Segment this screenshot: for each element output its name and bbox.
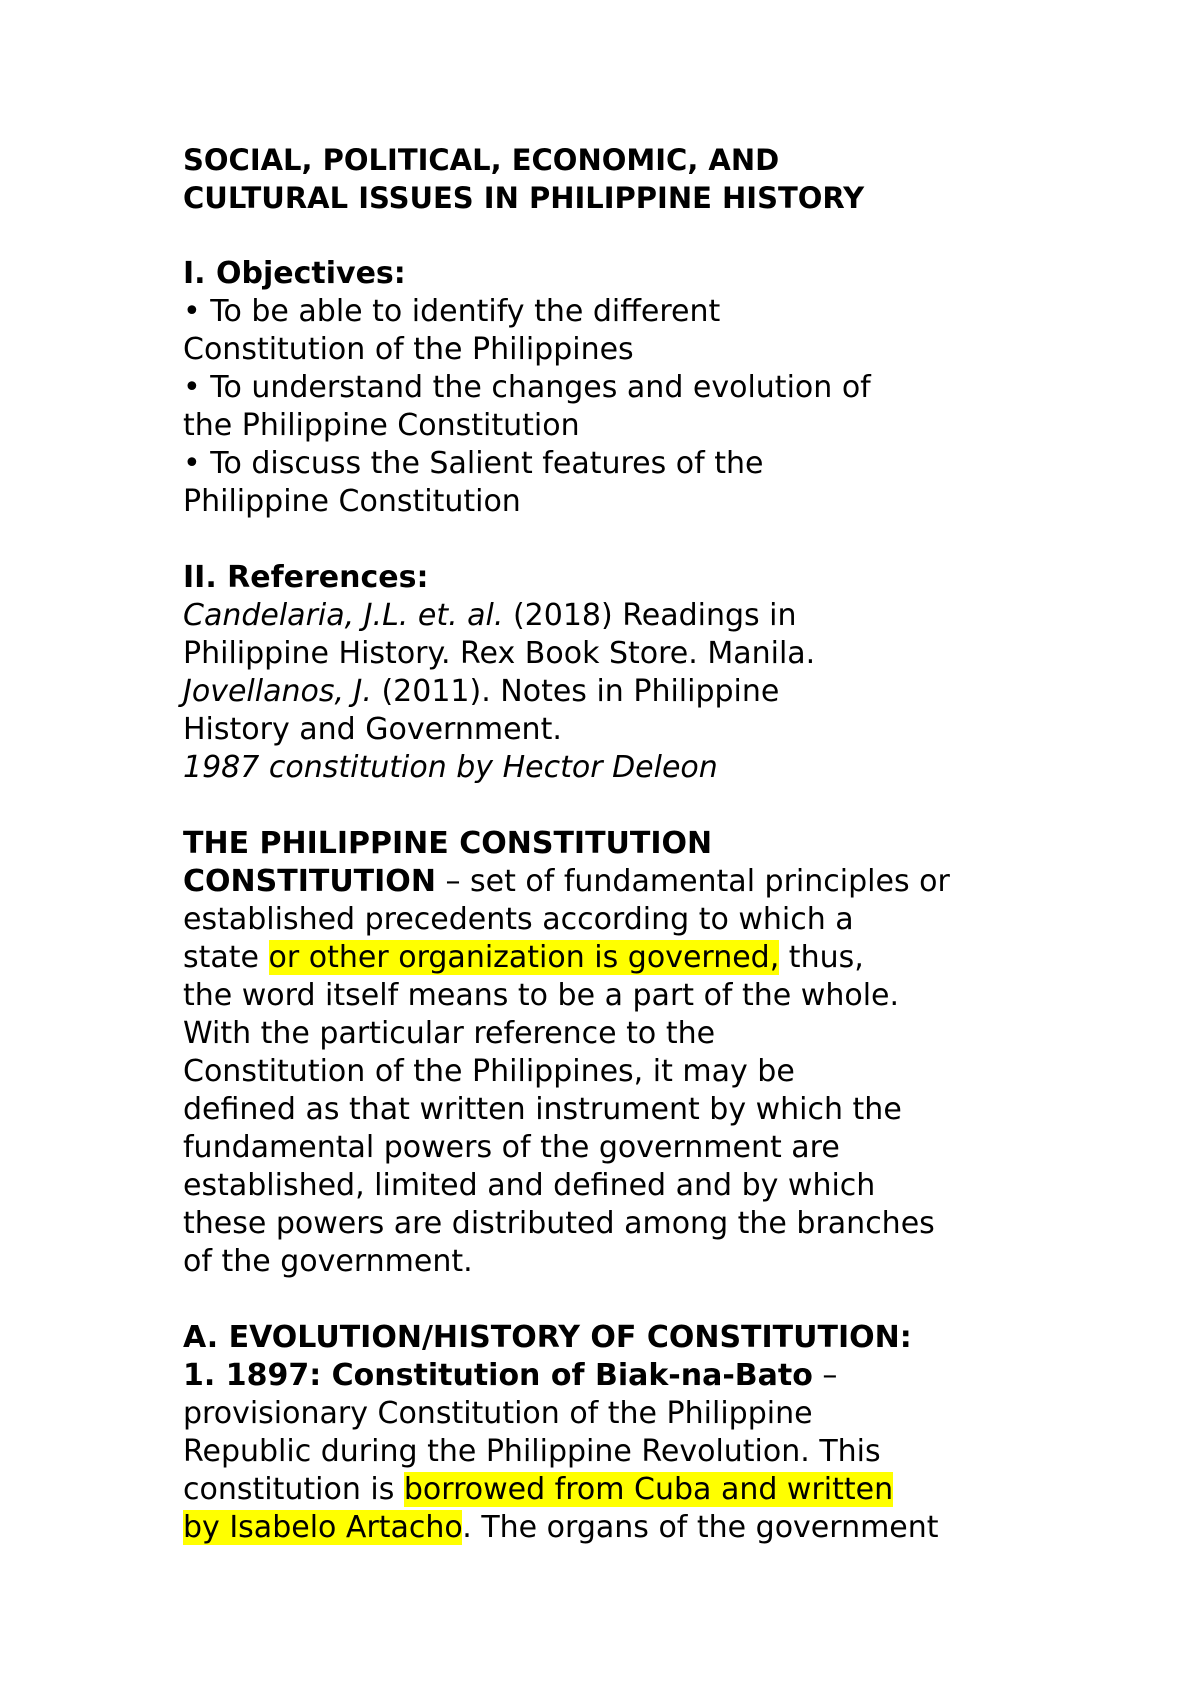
reference-1-line-2: Philippine History. Rex Book Store. Manila. (183, 636, 816, 671)
objective-line: • To be able to identify the different (183, 294, 721, 329)
evolution-item-1-line (183, 1471, 1063, 1509)
reference-2-line-2: History and Government. (183, 712, 562, 747)
evolution-item-1-line: Republic during the Philippine Revolution. This (183, 1434, 881, 1469)
constitution-body-line: Constitution of the Philippines, it may be (183, 1054, 795, 1089)
constitution-body-line: fundamental powers of the government are (183, 1130, 840, 1165)
spacer (183, 1281, 1063, 1319)
spacer (183, 217, 1063, 255)
evolution-item-1-line (183, 1509, 1063, 1547)
constitution-heading: THE PHILIPPINE CONSTITUTION (183, 826, 713, 861)
constitution-body-line: defined as that written instrument by which the (183, 1092, 902, 1127)
document-title-line-1: SOCIAL, POLITICAL, ECONOMIC, AND (183, 143, 780, 177)
constitution-definition-line-3 (183, 939, 1063, 977)
constitution-definition-line-2: established precedents according to which a (183, 902, 854, 937)
text-span: – (812, 1358, 838, 1393)
text-span: . The organs of the government (462, 1510, 939, 1545)
spacer (183, 521, 1063, 559)
constitution-body-line: With the particular reference to the (183, 1016, 716, 1051)
objective-line: the Philippine Constitution (183, 408, 580, 443)
evolution-item-1-title-line (183, 1357, 1063, 1395)
evolution-heading: A. EVOLUTION/HISTORY OF CONSTITUTION: (183, 1320, 912, 1355)
text-span: thus, (779, 940, 864, 975)
highlighted-text: by Isabelo Artacho (183, 1510, 463, 1545)
text-span: state (183, 940, 269, 975)
objective-line: • To understand the changes and evolution of (183, 370, 871, 405)
spacer (183, 787, 1063, 825)
constitution-definition-text: – set of fundamental principles or (435, 864, 950, 899)
reference-1-detail: (2018) Readings in (503, 598, 797, 633)
highlighted-text: or other organization is governed, (268, 940, 780, 975)
reference-2-detail: (2011). Notes in Philippine (371, 674, 780, 709)
reference-1-author: Candelaria, J.L. et. al. (183, 598, 504, 633)
reference-2 (183, 673, 1063, 711)
constitution-definition-line-1 (183, 863, 1063, 901)
constitution-body-line: of the government. (183, 1244, 473, 1279)
reference-2-author: Jovellanos, J. (183, 674, 372, 709)
text-span: constitution is (183, 1472, 404, 1507)
document-content (183, 141, 1063, 1547)
objective-line: Constitution of the Philippines (183, 332, 634, 367)
objectives-heading: I. Objectives: (183, 256, 406, 291)
evolution-item-1-line: provisionary Constitution of the Philippine (183, 1396, 813, 1431)
constitution-term: CONSTITUTION (183, 864, 436, 899)
objective-line: • To discuss the Salient features of the (183, 446, 764, 481)
objective-line: Philippine Constitution (183, 484, 521, 519)
constitution-body-line: the word itself means to be a part of the whole. (183, 978, 900, 1013)
reference-1 (183, 597, 1063, 635)
highlighted-text: borrowed from Cuba and written (403, 1472, 894, 1507)
constitution-body-line: these powers are distributed among the branches (183, 1206, 935, 1241)
evolution-item-1-title: 1. 1897: Constitution of Biak-na-Bato (183, 1358, 813, 1393)
document-title-line-2: CULTURAL ISSUES IN PHILIPPINE HISTORY (183, 181, 865, 215)
constitution-body-line: established, limited and defined and by which (183, 1168, 876, 1203)
references-heading: II. References: (183, 560, 429, 595)
reference-3: 1987 constitution by Hector Deleon (183, 750, 718, 785)
